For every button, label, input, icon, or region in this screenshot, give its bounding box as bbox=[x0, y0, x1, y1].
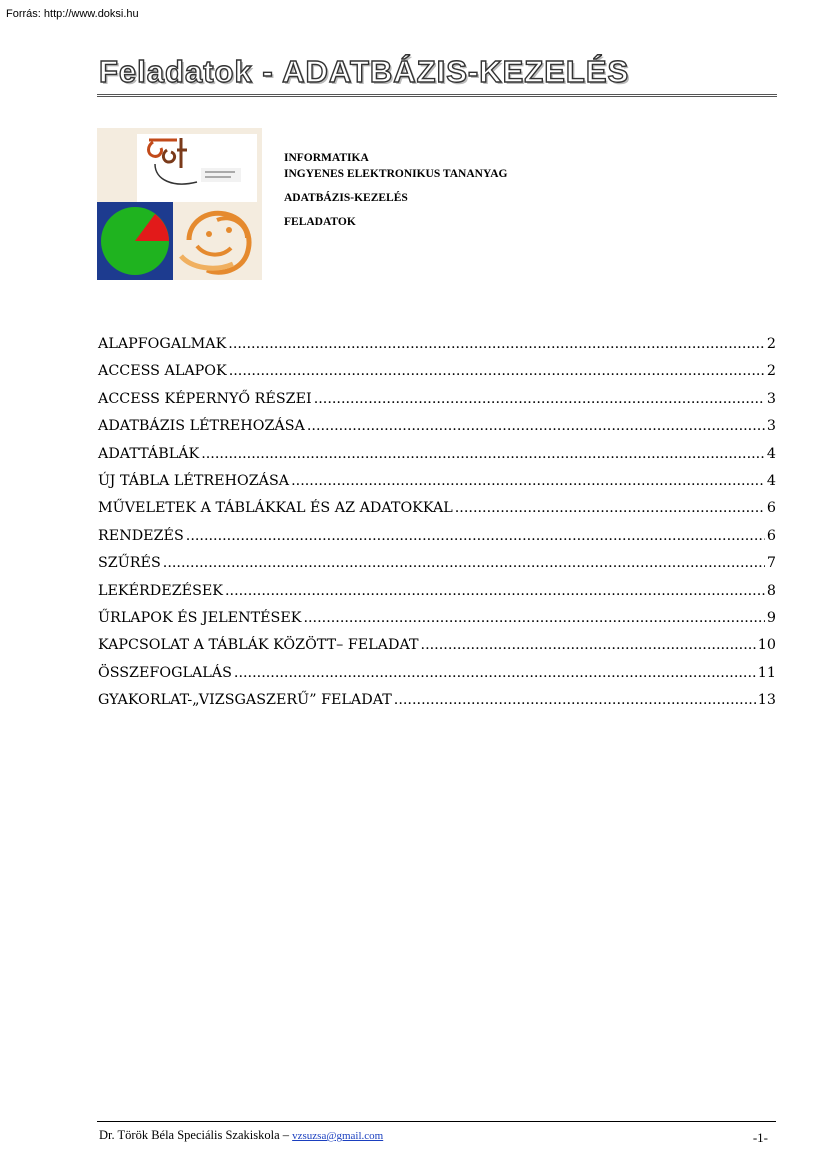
page-footer bbox=[97, 1121, 776, 1152]
toc-dot-leader bbox=[455, 500, 765, 516]
toc-dot-leader bbox=[291, 473, 765, 489]
footer-email-link[interactable]: vzsuzsa@gmail.com bbox=[292, 1130, 384, 1142]
toc-entry-page: 11 bbox=[757, 664, 776, 681]
toc-entry-page: 4 bbox=[766, 445, 776, 462]
course-logo-image bbox=[97, 128, 262, 280]
toc-dot-leader bbox=[225, 583, 765, 599]
toc-entry-title: ÖSSZEFOGLALÁS bbox=[98, 664, 232, 681]
toc-entry-title: RENDEZÉS bbox=[98, 527, 184, 544]
toc-entry-title: KAPCSOLAT A TÁBLÁK KÖZÖTT– FELADAT bbox=[98, 637, 419, 654]
toc-dot-leader bbox=[421, 637, 756, 653]
toc-entry-page: 10 bbox=[757, 637, 776, 654]
toc-entry-title: SZŰRÉS bbox=[98, 555, 161, 572]
toc-entry[interactable] bbox=[98, 583, 776, 610]
toc-dot-leader bbox=[394, 692, 756, 708]
toc-entry[interactable] bbox=[98, 363, 776, 390]
footer-school bbox=[99, 1128, 383, 1143]
toc-entry-page: 13 bbox=[757, 692, 776, 709]
toc-entry-title: ADATBÁZIS LÉTREHOZÁSA bbox=[98, 418, 305, 435]
page-number: -1- bbox=[752, 1130, 768, 1145]
page-title bbox=[97, 52, 777, 97]
toc-entry[interactable] bbox=[98, 500, 776, 527]
toc-entry-title: ALAPFOGALMAK bbox=[98, 336, 227, 352]
toc-entry-title: LEKÉRDEZÉSEK bbox=[98, 582, 223, 599]
toc-entry-page: 2 bbox=[766, 336, 776, 352]
toc-entry[interactable] bbox=[98, 418, 776, 445]
toc-dot-leader bbox=[228, 336, 765, 352]
toc-entry-page: 9 bbox=[766, 609, 776, 626]
toc-entry[interactable] bbox=[98, 610, 776, 637]
toc-entry[interactable] bbox=[98, 555, 776, 582]
toc-entry[interactable] bbox=[98, 391, 776, 418]
info-material: INGYENES ELEKTRONIKUS TANANYAG bbox=[284, 168, 508, 180]
toc-entry[interactable] bbox=[98, 637, 776, 664]
toc-entry-title: GYAKORLAT-„VIZSGASZERŰ” FELADAT bbox=[98, 692, 392, 709]
toc-entry[interactable] bbox=[98, 528, 776, 555]
toc-dot-leader bbox=[234, 665, 756, 681]
info-type: FELADATOK bbox=[284, 216, 356, 228]
toc-dot-leader bbox=[186, 528, 765, 544]
toc-entry-title: ÚJ TÁBLA LÉTREHOZÁSA bbox=[98, 472, 290, 489]
toc-entry-page: 4 bbox=[766, 472, 776, 489]
toc-entry[interactable] bbox=[98, 336, 776, 363]
toc-entry[interactable] bbox=[98, 446, 776, 473]
toc-entry-title: ACCESS KÉPERNYŐ RÉSZEI bbox=[98, 390, 312, 407]
toc-entry-title: ŰRLAPOK ÉS JELENTÉSEK bbox=[98, 609, 302, 626]
info-topic: ADATBÁZIS-KEZELÉS bbox=[284, 192, 408, 204]
toc-entry-page: 6 bbox=[766, 500, 776, 517]
footer-school-name: Dr. Török Béla Speciális Szakiskola – bbox=[99, 1128, 293, 1142]
table-of-contents bbox=[98, 336, 776, 719]
pie-chart-icon bbox=[101, 207, 169, 275]
source-line: Forrás: http://www.doksi.hu bbox=[6, 8, 139, 20]
info-subject: INFORMATIKA bbox=[284, 152, 369, 164]
toc-entry-title: MŰVELETEK A TÁBLÁKKAL ÉS AZ ADATOKKAL bbox=[98, 500, 453, 517]
toc-entry[interactable] bbox=[98, 692, 776, 719]
toc-entry-page: 3 bbox=[766, 418, 776, 435]
page-title-text: Feladatok - ADATBÁZIS-KEZELÉS bbox=[99, 54, 630, 89]
toc-entry-title: ACCESS ALAPOK bbox=[98, 363, 227, 380]
toc-entry-page: 7 bbox=[766, 555, 776, 572]
toc-dot-leader bbox=[201, 446, 765, 462]
toc-entry-page: 2 bbox=[766, 363, 776, 380]
toc-dot-leader bbox=[303, 610, 764, 626]
toc-dot-leader bbox=[307, 418, 765, 434]
toc-entry-page: 6 bbox=[766, 527, 776, 544]
toc-entry[interactable] bbox=[98, 665, 776, 692]
course-info bbox=[284, 150, 507, 230]
toc-entry-title: ADATTÁBLÁK bbox=[98, 445, 200, 462]
toc-entry-page: 8 bbox=[766, 582, 776, 599]
toc-entry-page: 3 bbox=[766, 390, 776, 407]
toc-dot-leader bbox=[163, 555, 765, 571]
toc-dot-leader bbox=[314, 391, 765, 407]
toc-entry[interactable] bbox=[98, 473, 776, 500]
toc-dot-leader bbox=[229, 363, 765, 379]
